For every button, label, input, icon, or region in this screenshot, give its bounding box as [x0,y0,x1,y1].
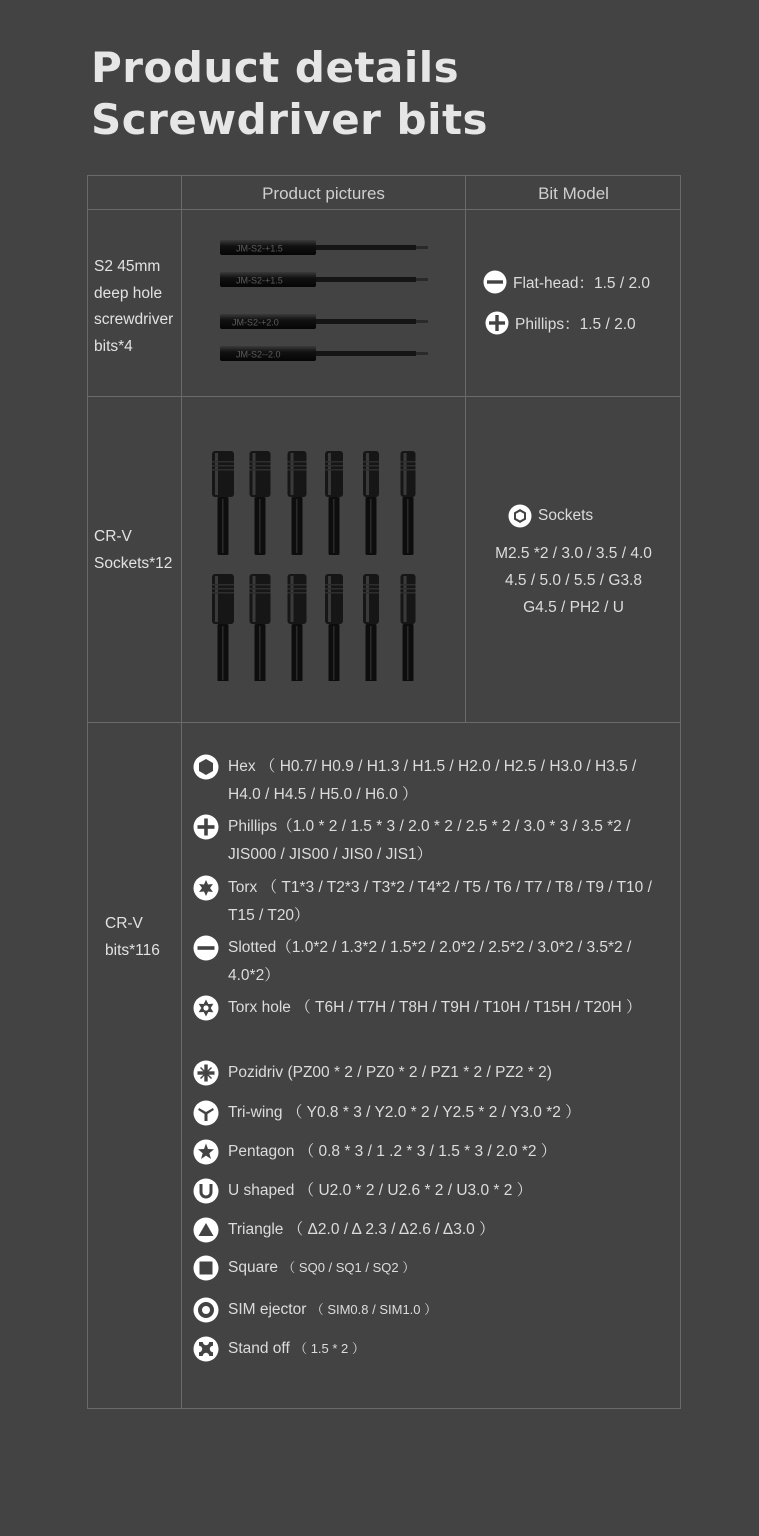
spec-flat-head [483,270,650,294]
torx-hole-icon [193,995,219,1021]
title-line-1: Product details [91,43,460,92]
row-label-line: CR-V [94,528,132,545]
row-label-line: CR-V [105,915,143,932]
header-bit-model: Bit Model [538,184,609,203]
bit-engraving: JM-S2--2.0 [236,349,281,360]
bit-type-tri-wing [193,1099,673,1127]
bit-type-detail: （ T6H / T7H / T8H / T9H / T10H / T15H / T20H ） [295,999,642,1016]
row-label-line: bits*4 [94,337,133,355]
torx-icon [193,875,219,901]
socket-bit [363,574,379,681]
title-line-2: Screwdriver bits [91,95,489,144]
row-label-line: deep hole [94,284,163,302]
phillips-icon [485,311,509,335]
bit-1 [220,240,428,255]
bit-type-detail: （ SIM0.8 / SIM1.0 ） [310,1302,438,1317]
sim-ejector-icon [193,1297,219,1323]
bit-type-torx-hole [193,994,673,1022]
hex-icon [193,754,219,780]
socket-bit [401,574,416,681]
bit-3 [220,314,428,329]
bit-type-detail: (PZ00 * 2 / PZ0 * 2 / PZ1 * 2 / PZ2 * 2) [287,1064,552,1081]
bit-type-detail: （ T1*3 / T2*3 / T3*2 / T4*2 / T5 / T6 / T7 / T8 / T9 / T10 / T15 / T20） [228,879,652,924]
row-divider [88,209,680,210]
bit-type-detail: （ SQ0 / SQ1 / SQ2 ） [282,1260,416,1275]
row-divider [88,396,680,397]
triangle-icon [193,1217,219,1243]
bit-type-detail: （ H0.7/ H0.9 / H1.3 / H1.5 / H2.0 / H2.5 / H3.0 / H3.5 / H4.0 / H4.5 / H5.0 / H6.0 ） [228,758,637,803]
tri-wing-icon [193,1100,219,1126]
bit-type-detail: （ 0.8 * 3 / 1 .2 * 3 / 1.5 * 3 / 2.0 *2 ） [298,1143,557,1160]
socket-sizes-line: 4.5 / 5.0 / 5.5 / G3.8 [504,572,642,589]
bit-type-name: Torx [228,879,258,896]
bit-type-slotted [193,934,673,990]
bit-type-name: SIM ejector [228,1301,307,1318]
socket-sizes-line: G4.5 / PH2 / U [523,599,624,616]
row-label-line: S2 45mm [94,258,161,275]
row-label-bits [105,911,160,964]
socket-bit [288,451,307,555]
bit-type-detail: （ Δ2.0 / Δ 2.3 / Δ2.6 / Δ3.0 ） [287,1221,495,1238]
bit-type-phillips [193,813,673,869]
bit-type-name: Hex [228,758,256,775]
bit-type-name: Torx hole [228,999,291,1016]
product-details-table [87,175,681,1409]
bit-type-detail: （ Y0.8 * 3 / Y2.0 * 2 / Y2.5 * 2 / Y3.0 *2 ） [286,1104,581,1121]
bit-type-hex [193,753,673,809]
bit-engraving: JM-S2-+1.5 [236,243,283,254]
bit-type-name: Pozidriv [228,1064,284,1081]
bit-type-name: Phillips [228,818,278,835]
pentagon-icon [193,1139,219,1165]
bit-type-pozidriv [193,1059,673,1087]
spec-phillips [485,311,636,335]
bit-type-name: Tri-wing [228,1104,283,1121]
slotted-icon [193,935,219,961]
bit-type-u-shaped [193,1177,673,1205]
socket-bit [212,574,234,681]
row-label-line: screwdriver [94,311,174,328]
bit-type-name: Stand off [228,1340,290,1357]
bit-type-pentagon [193,1138,673,1166]
spec-sockets [508,504,593,528]
bit-type-detail: （ 1.5 * 2 ） [294,1341,365,1356]
spec-text: Flat-head：1.5 / 2.0 [513,275,650,292]
bit-type-torx [193,874,673,930]
bit-type-name: Square [228,1259,278,1276]
spec-text: Phillips：1.5 / 2.0 [515,316,636,333]
row-label-s2-bits [94,254,173,360]
bit-type-stand-off [193,1335,673,1363]
bit-type-name: Pentagon [228,1143,295,1160]
socket-bit [363,451,379,555]
bit-type-detail: （ U2.0 * 2 / U2.6 * 2 / U3.0 * 2 ） [298,1182,533,1199]
socket-bit [325,451,343,555]
socket-bit [250,451,271,555]
socket-hex-icon [508,504,532,528]
bit-type-square [193,1254,673,1282]
u-shaped-icon [193,1178,219,1204]
bit-2 [220,272,428,287]
bit-type-detail: （1.0*2 / 1.3*2 / 1.5*2 / 2.0*2 / 2.5*2 / 3.0*2 / 3.5*2 / 4.0*2） [228,939,632,984]
screwdriver-bits-image [218,234,433,370]
bit-type-name: U shaped [228,1182,295,1199]
bit-type-sim-ejector [193,1296,673,1324]
bit-type-name: Slotted [228,939,277,956]
row-label-sockets [94,524,172,577]
socket-bit [288,574,307,681]
spec-title: Sockets [538,507,594,524]
page-title [91,42,488,146]
socket-bit [212,451,234,555]
socket-bit [401,451,416,555]
bit-type-detail: （1.0 * 2 / 1.5 * 3 / 2.0 * 2 / 2.5 * 2 / 3.0 * 3 / 3.5 *2 / JIS000 / JIS00 / JIS0 / JIS1） [228,818,631,863]
bit-engraving: JM-S2-+1.5 [236,275,283,286]
bit-engraving: JM-S2-+2.0 [232,317,279,328]
phillips-icon [193,814,219,840]
bit-type-triangle [193,1216,673,1244]
row-divider [88,722,680,723]
pozidriv-icon [193,1060,219,1086]
column-divider [181,176,182,1408]
socket-bit [325,574,343,681]
flat-head-icon [483,270,507,294]
row-label-line: Sockets*12 [94,554,173,572]
square-icon [193,1255,219,1281]
header-blank [88,176,181,209]
sockets-image [206,441,451,681]
bit-type-name: Triangle [228,1221,284,1238]
column-divider [465,176,466,722]
socket-bit [250,574,271,681]
socket-sizes [466,540,681,621]
header-product-pictures: Product pictures [262,184,385,203]
socket-sizes-line: M2.5 *2 / 3.0 / 3.5 / 4.0 [495,545,652,562]
bit-4 [220,346,428,361]
row-label-line: bits*116 [105,941,160,959]
stand-off-icon [193,1336,219,1362]
